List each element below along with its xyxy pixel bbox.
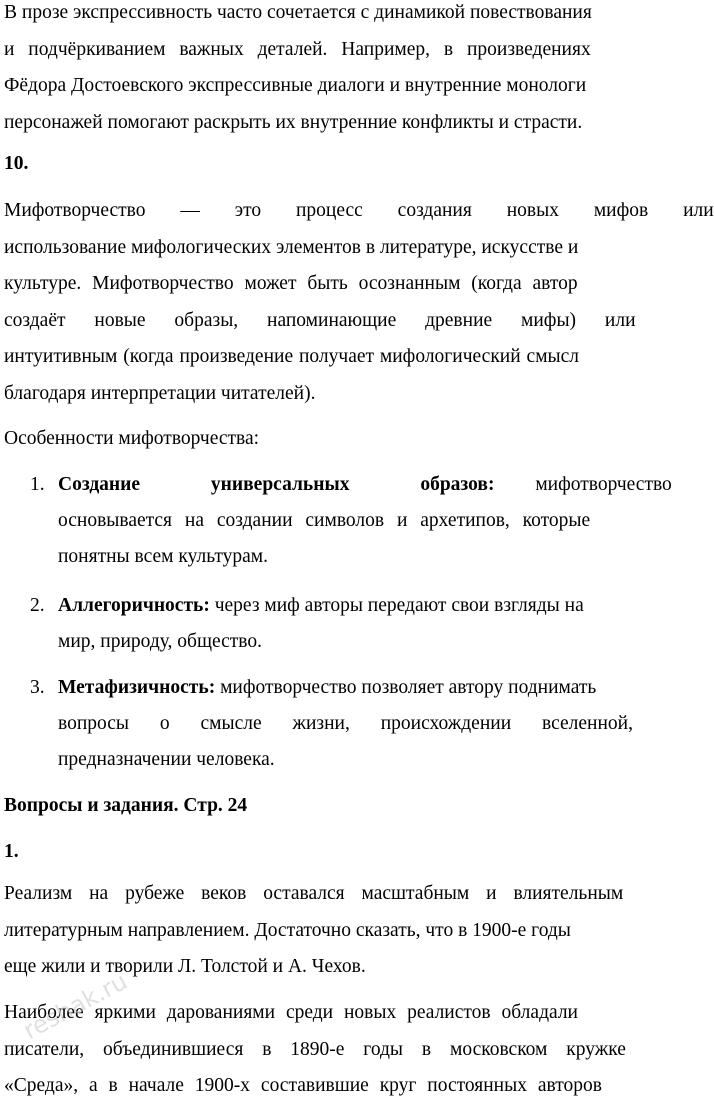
text-line	[58, 588, 643, 624]
text-line: Наиболее яркими дарованиями среди новых реалистов обладали	[4, 1002, 578, 1023]
text-line: предназначении человека.	[58, 749, 275, 770]
list-number: 3.	[30, 677, 45, 698]
text-line: еще жили и творили Л. Толстой и А. Чехов.	[4, 956, 366, 977]
text-line: Мифотворчество — это процесс создания новых мифов или	[4, 200, 714, 221]
list-item-text: через миф авторы передают свои взгляды на	[214, 595, 584, 616]
list-item-body	[58, 467, 672, 575]
text-line: создаёт новые образы, напоминающие древние мифы) или	[4, 309, 636, 331]
paragraph-realism	[4, 876, 643, 986]
text-line: вопросы о смысле жизни, происхождении вселенной,	[58, 713, 633, 734]
text-line: литературным направлением. Достаточно сказать, что в 1900-е годы	[4, 919, 571, 941]
text-line: основывается на создании символов и архетипов, которые	[58, 510, 591, 531]
text-line	[58, 670, 643, 706]
list-item-term: Метафизичность:	[58, 677, 216, 698]
text-line: и подчёркиванием важных деталей. Например, в произведениях	[4, 38, 591, 60]
list-number: 1.	[30, 474, 45, 495]
text-line: Реализм на рубеже веков оставался масштабным и влиятельным	[4, 883, 624, 904]
list-item-text: мифотворчество позволяет автору поднимать	[220, 677, 597, 698]
watermark: reshak.ru	[18, 967, 132, 1045]
section-heading-questions: Вопросы и задания. Стр. 24	[4, 795, 248, 816]
text-line: В прозе экспрессивность часто сочетается с динамикой повествования	[4, 2, 592, 23]
features-title: Особенности мифотворчества:	[4, 428, 260, 449]
paragraph-expressiveness	[4, 0, 643, 141]
text-line: благодаря интерпретации читателей).	[4, 382, 316, 404]
text-line: Фёдора Достоевского экспрессивные диалоги и внутренние монологи	[4, 75, 587, 96]
text-line: персонажей помогают раскрыть их внутренние конфликты и страсти.	[4, 111, 583, 133]
paragraph-mythmaking	[4, 193, 714, 412]
list-number: 2.	[30, 595, 45, 616]
text-line: мир, природу, общество.	[58, 631, 263, 652]
list-item-term: Создание универсальных образов:	[58, 474, 495, 495]
list-item-body	[58, 588, 643, 660]
text-line: «Среда», а в начале 1900-х составившие круг постоянных авторов	[4, 1075, 602, 1096]
text-line: писатели, объединившиеся в 1890-е годы в московском кружке	[4, 1038, 626, 1060]
heading-question-1: 1.	[4, 841, 19, 862]
paragraph-new-realists	[4, 995, 643, 1105]
text-line: понятны всем культурам.	[58, 546, 268, 567]
text-line: использование мифологических элементов в литературе, искусстве и	[4, 236, 579, 258]
list-item-term: Аллегоричность:	[58, 595, 210, 616]
heading-question-10: 10.	[4, 153, 29, 174]
text-line	[58, 467, 672, 503]
list-item-text: мифотворчество	[535, 474, 672, 495]
text-line: культуре. Мифотворчество может быть осознанным (когда автор	[4, 273, 578, 294]
text-line: интуитивным (когда произведение получает мифологический смысл	[4, 346, 580, 367]
list-item-body	[58, 670, 643, 778]
